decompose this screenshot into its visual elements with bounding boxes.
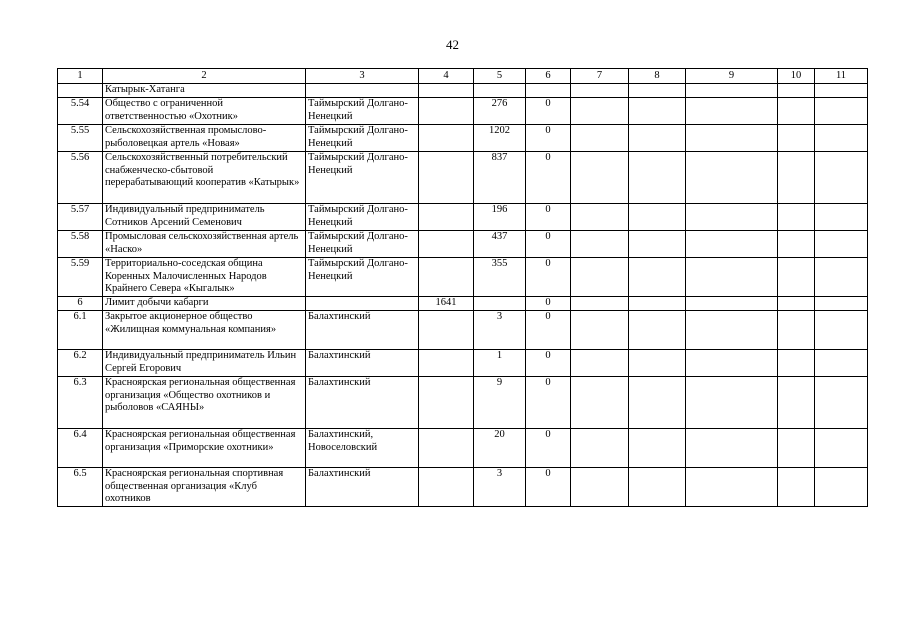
empty-cell — [686, 204, 778, 231]
limit-value — [419, 125, 474, 152]
quota-value: 196 — [474, 204, 526, 231]
quota-value: 3 — [474, 468, 526, 507]
district-name: Таймырский Долгано-Ненецкий — [306, 98, 419, 125]
empty-cell — [778, 311, 815, 350]
organization-name: Промысловая сельскохозяйственная артель «Наско» — [103, 231, 306, 258]
empty-cell — [629, 152, 686, 204]
empty-cell — [629, 258, 686, 297]
empty-cell — [571, 350, 629, 377]
column-header: 10 — [778, 69, 815, 84]
column-header: 9 — [686, 69, 778, 84]
empty-cell — [815, 258, 868, 297]
zero-value: 0 — [526, 258, 571, 297]
limit-value — [419, 98, 474, 125]
empty-cell — [571, 468, 629, 507]
row-number: 6.3 — [58, 377, 103, 429]
limit-value — [419, 204, 474, 231]
empty-cell — [571, 258, 629, 297]
limit-value — [419, 311, 474, 350]
column-header: 2 — [103, 69, 306, 84]
quota-value: 276 — [474, 98, 526, 125]
limit-value: 1641 — [419, 297, 474, 311]
district-name: Балахтинский — [306, 468, 419, 507]
table-row — [58, 98, 868, 125]
empty-cell — [815, 468, 868, 507]
table-row — [58, 125, 868, 152]
data-table — [57, 68, 868, 507]
column-header: 7 — [571, 69, 629, 84]
organization-name: Сельскохозяйственный потребительский снабженческо-сбытовой перерабатывающий кооператив «Катырык» — [103, 152, 306, 204]
district-name: Таймырский Долгано-Ненецкий — [306, 204, 419, 231]
empty-cell — [629, 98, 686, 125]
limit-value — [419, 258, 474, 297]
column-number-row — [58, 69, 868, 84]
column-header: 1 — [58, 69, 103, 84]
limit-value — [419, 377, 474, 429]
empty-cell — [778, 350, 815, 377]
row-number: 5.56 — [58, 152, 103, 204]
empty-cell — [686, 258, 778, 297]
zero-value: 0 — [526, 429, 571, 468]
empty-cell — [571, 152, 629, 204]
district-name: Таймырский Долгано-Ненецкий — [306, 258, 419, 297]
district-name: Балахтинский, Новоселовский — [306, 429, 419, 468]
empty-cell — [629, 297, 686, 311]
table-row — [58, 468, 868, 507]
empty-cell — [629, 231, 686, 258]
organization-name: Закрытое акционерное общество «Жилищная коммунальная компания» — [103, 311, 306, 350]
row-number: 6.4 — [58, 429, 103, 468]
table-body — [58, 84, 868, 507]
column-header: 5 — [474, 69, 526, 84]
empty-cell — [815, 98, 868, 125]
empty-cell — [778, 152, 815, 204]
zero-value: 0 — [526, 98, 571, 125]
district-name — [306, 84, 419, 98]
empty-cell — [778, 429, 815, 468]
empty-cell — [815, 311, 868, 350]
row-number: 5.55 — [58, 125, 103, 152]
row-number: 6.2 — [58, 350, 103, 377]
empty-cell — [571, 231, 629, 258]
district-name: Балахтинский — [306, 311, 419, 350]
quota-value: 9 — [474, 377, 526, 429]
empty-cell — [815, 297, 868, 311]
empty-cell — [815, 204, 868, 231]
zero-value: 0 — [526, 125, 571, 152]
empty-cell — [686, 429, 778, 468]
limit-value — [419, 152, 474, 204]
empty-cell — [778, 204, 815, 231]
district-name: Балахтинский — [306, 377, 419, 429]
organization-name: Индивидуальный предприниматель Ильин Сергей Егорович — [103, 350, 306, 377]
organization-name: Катырык-Хатанга — [103, 84, 306, 98]
empty-cell — [686, 297, 778, 311]
column-header: 8 — [629, 69, 686, 84]
zero-value: 0 — [526, 204, 571, 231]
empty-cell — [571, 98, 629, 125]
organization-name: Лимит добычи кабарги — [103, 297, 306, 311]
empty-cell — [778, 377, 815, 429]
empty-cell — [629, 84, 686, 98]
table-row — [58, 204, 868, 231]
empty-cell — [778, 84, 815, 98]
organization-name: Красноярская региональная общественная организация «Общество охотников и рыболовов «САЯНЫ» — [103, 377, 306, 429]
empty-cell — [815, 231, 868, 258]
page-number: 42 — [446, 37, 459, 52]
organization-name: Общество с ограниченной ответственностью «Охотник» — [103, 98, 306, 125]
district-name — [306, 297, 419, 311]
zero-value: 0 — [526, 231, 571, 258]
empty-cell — [629, 429, 686, 468]
quota-value: 20 — [474, 429, 526, 468]
empty-cell — [686, 311, 778, 350]
row-number: 5.54 — [58, 98, 103, 125]
empty-cell — [815, 429, 868, 468]
limit-value — [419, 468, 474, 507]
empty-cell — [686, 231, 778, 258]
quota-value: 355 — [474, 258, 526, 297]
organization-name: Красноярская региональная спортивная общественная организация «Клуб охотников — [103, 468, 306, 507]
empty-cell — [571, 297, 629, 311]
quota-value: 437 — [474, 231, 526, 258]
district-name: Таймырский Долгано-Ненецкий — [306, 152, 419, 204]
column-header: 11 — [815, 69, 868, 84]
zero-value: 0 — [526, 350, 571, 377]
limit-value — [419, 429, 474, 468]
empty-cell — [815, 350, 868, 377]
quota-value: 1202 — [474, 125, 526, 152]
quota-value: 1 — [474, 350, 526, 377]
empty-cell — [629, 125, 686, 152]
zero-value: 0 — [526, 468, 571, 507]
organization-name: Территориально-соседская община Коренных Малочисленных Народов Крайнего Севера «Кыгалык» — [103, 258, 306, 297]
empty-cell — [571, 429, 629, 468]
empty-cell — [629, 468, 686, 507]
empty-cell — [686, 377, 778, 429]
empty-cell — [629, 204, 686, 231]
row-number: 6.1 — [58, 311, 103, 350]
row-number: 5.57 — [58, 204, 103, 231]
empty-cell — [815, 125, 868, 152]
table-row — [58, 84, 868, 98]
organization-name: Красноярская региональная общественная организация «Приморские охотники» — [103, 429, 306, 468]
row-number: 5.59 — [58, 258, 103, 297]
empty-cell — [778, 468, 815, 507]
empty-cell — [778, 258, 815, 297]
quota-value: 837 — [474, 152, 526, 204]
empty-cell — [571, 204, 629, 231]
empty-cell — [686, 125, 778, 152]
empty-cell — [571, 311, 629, 350]
empty-cell — [571, 377, 629, 429]
zero-value: 0 — [526, 297, 571, 311]
zero-value: 0 — [526, 377, 571, 429]
quota-value — [474, 84, 526, 98]
zero-value: 0 — [526, 311, 571, 350]
empty-cell — [815, 377, 868, 429]
empty-cell — [629, 311, 686, 350]
row-number — [58, 84, 103, 98]
empty-cell — [686, 84, 778, 98]
table-row — [58, 429, 868, 468]
empty-cell — [778, 297, 815, 311]
table-row — [58, 350, 868, 377]
empty-cell — [686, 98, 778, 125]
column-header: 6 — [526, 69, 571, 84]
table-row — [58, 377, 868, 429]
row-number: 6 — [58, 297, 103, 311]
empty-cell — [571, 84, 629, 98]
table-row — [58, 258, 868, 297]
empty-cell — [686, 350, 778, 377]
organization-name: Индивидуальный предприниматель Сотников Арсений Семенович — [103, 204, 306, 231]
empty-cell — [629, 350, 686, 377]
empty-cell — [778, 125, 815, 152]
row-number: 5.58 — [58, 231, 103, 258]
limit-value — [419, 231, 474, 258]
empty-cell — [778, 231, 815, 258]
table-row — [58, 231, 868, 258]
quota-value: 3 — [474, 311, 526, 350]
limit-value — [419, 84, 474, 98]
empty-cell — [815, 152, 868, 204]
district-name: Балахтинский — [306, 350, 419, 377]
empty-cell — [815, 84, 868, 98]
organization-name: Сельскохозяйственная промыслово-рыболовецкая артель «Новая» — [103, 125, 306, 152]
empty-cell — [571, 125, 629, 152]
limit-value — [419, 350, 474, 377]
column-header: 4 — [419, 69, 474, 84]
quota-value — [474, 297, 526, 311]
table-row — [58, 297, 868, 311]
zero-value: 0 — [526, 152, 571, 204]
district-name: Таймырский Долгано-Ненецкий — [306, 231, 419, 258]
empty-cell — [778, 98, 815, 125]
row-number: 6.5 — [58, 468, 103, 507]
table-row — [58, 311, 868, 350]
column-header: 3 — [306, 69, 419, 84]
zero-value — [526, 84, 571, 98]
empty-cell — [629, 377, 686, 429]
table-row — [58, 152, 868, 204]
empty-cell — [686, 468, 778, 507]
district-name: Таймырский Долгано-Ненецкий — [306, 125, 419, 152]
empty-cell — [686, 152, 778, 204]
